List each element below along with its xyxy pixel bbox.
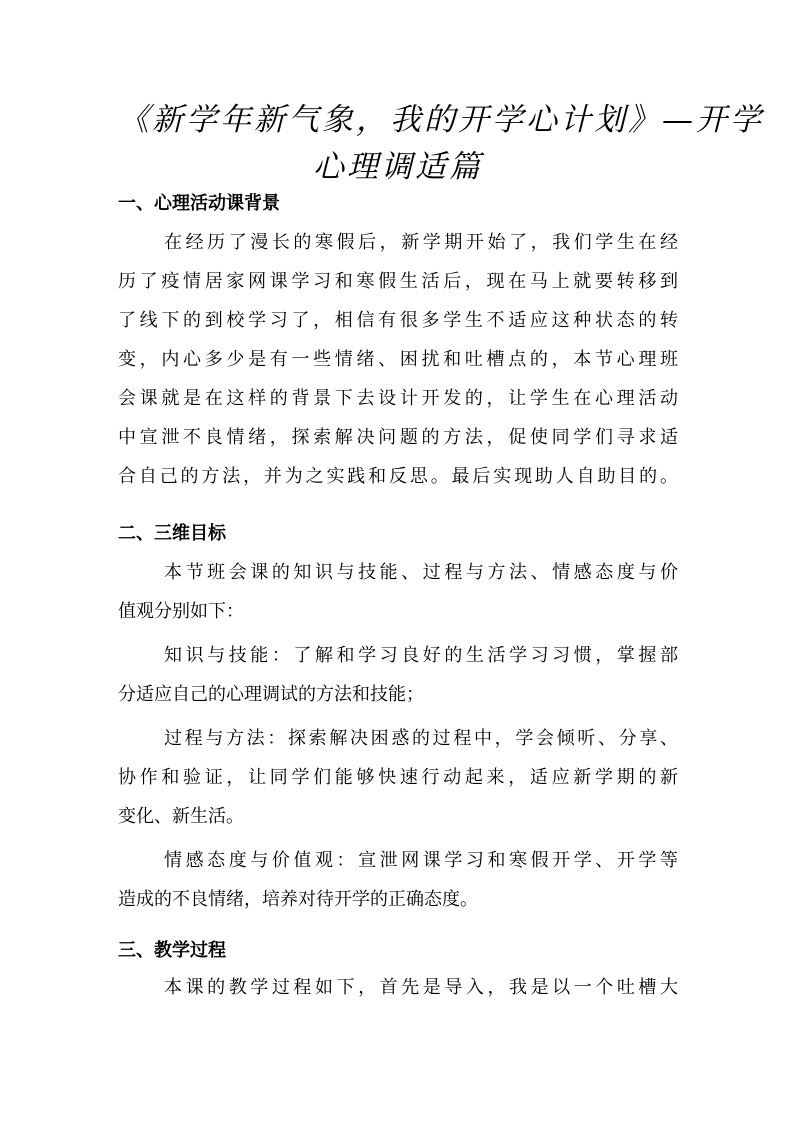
paragraph-line: 协作和验证，让同学们能够快速行动起来，适应新学期的新: [118, 767, 678, 788]
paragraph-line: 了线下的到校学习了，相信有很多学生不适应这种状态的转: [118, 310, 678, 331]
paragraph-line: 值观分别如下：: [118, 601, 244, 622]
paragraph-line: 会课就是在这样的背景下去设计开发的，让学生在心理活动: [118, 388, 678, 409]
section-3-heading: 三、教学过程: [118, 940, 226, 961]
paragraph-line: 中宣泄不良情绪，探索解决问题的方法，促使同学们寻求适: [118, 427, 678, 448]
paragraph-line: 过程与方法：探索解决困惑的过程中，学会倾听、分享、: [164, 728, 678, 749]
paragraph-line: 合自己的方法，并为之实践和反思。最后实现助人自助目的。: [118, 466, 678, 487]
paragraph-line: 本节班会课的知识与技能、过程与方法、情感态度与价: [164, 562, 678, 583]
section-1-heading: 一、心理活动课背景: [118, 193, 280, 214]
paragraph-line: 变，内心多少是有一些情绪、困扰和吐槽点的，本节心理班: [118, 349, 678, 370]
paragraph-line: 历了疫情居家网课学习和寒假生活后，现在马上就要转移到: [118, 271, 678, 292]
paragraph-line: 造成的不良情绪，培养对待开学的正确态度。: [118, 889, 478, 910]
section-2-heading: 二、三维目标: [118, 523, 226, 544]
paragraph-line: 情感态度与价值观：宣泄网课学习和寒假开学、开学等: [164, 850, 678, 871]
document-title-line-1: 《新学年新气象，我的开学心计划》—开学: [118, 102, 764, 138]
paragraph-line: 分适应自己的心理调试的方法和技能；: [118, 684, 424, 705]
paragraph-line: 变化、新生活。: [118, 806, 244, 827]
paragraph-line: 本课的教学过程如下，首先是导入，我是以一个吐槽大: [164, 977, 678, 998]
document-title-line-2: 心理调适篇: [313, 149, 483, 185]
paragraph-line: 知识与技能：了解和学习良好的生活学习习惯，掌握部: [164, 645, 678, 666]
paragraph-line: 在经历了漫长的寒假后，新学期开始了，我们学生在经: [164, 232, 678, 253]
